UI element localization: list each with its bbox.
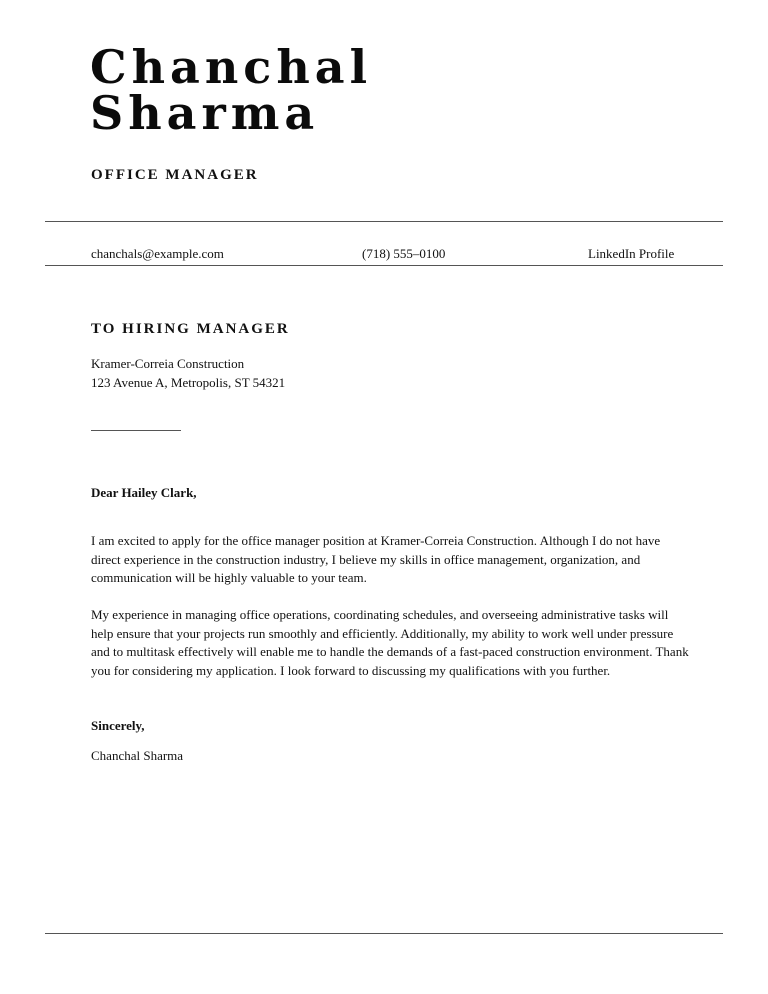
- letter-paragraph-2: My experience in managing office operations, coordinating schedules, and overseeing administrative tasks will help ensure that your projects run smoothly and efficiently. Additionally, my ability to work well under pressure and to multitask effectively will enable me to handle the demands of a fast-paced construction environment. Thank you for considering my application. I look forward to discussing my qualifications with you further.: [91, 607, 689, 678]
- letter-closing: Sincerely,: [91, 718, 145, 733]
- letter-signature: Chanchal Sharma: [91, 748, 184, 763]
- contact-email[interactable]: chanchals@example.com: [91, 246, 224, 261]
- recipient-address: 123 Avenue A, Metropolis, ST 54321: [91, 375, 286, 390]
- job-title: OFFICE MANAGER: [91, 167, 259, 183]
- recipient-company: Kramer-Correia Construction: [91, 356, 245, 371]
- letter-salutation: Dear Hailey Clark,: [91, 485, 197, 500]
- applicant-name: [90, 40, 373, 140]
- applicant-first-name: Chanchal: [90, 40, 373, 94]
- footer-divider: [45, 933, 723, 934]
- recipient-heading: TO HIRING MANAGER: [91, 321, 290, 337]
- contact-divider: [45, 265, 723, 266]
- applicant-last-name: Sharma: [90, 86, 320, 140]
- header-divider: [45, 221, 723, 222]
- contact-phone[interactable]: (718) 555–0100: [362, 246, 446, 261]
- letter-paragraph-1: I am excited to apply for the office manager position at Kramer-Correia Construction. Although I do not have direct experience in the construction industry, I believe my skills in office management, organization, and communication will be highly valuable to your team.: [91, 533, 661, 585]
- contact-linkedin-link[interactable]: LinkedIn Profile: [588, 246, 675, 261]
- recipient-divider: [91, 430, 181, 431]
